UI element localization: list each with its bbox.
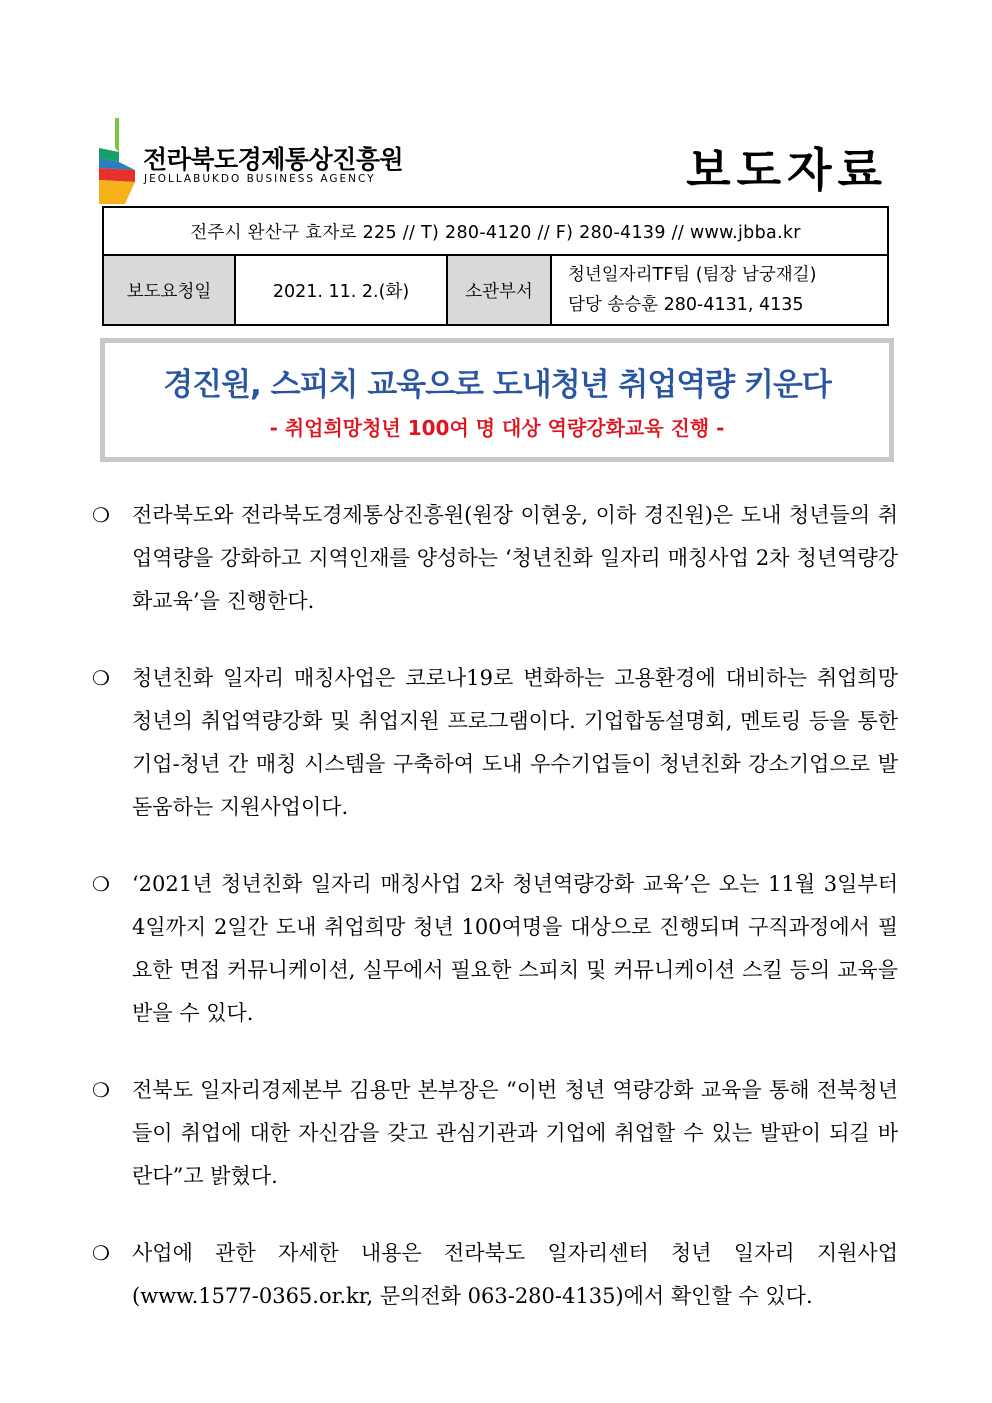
paragraph-text: 청년친화 일자리 매칭사업은 코로나19로 변화하는 고용환경에 대비하는 취업희망 청년의 취업역량강화 및 취업지원 프로그램이다. 기업합동설명회, 멘토링 등을 통한 기업-청년 간 매칭 시스템을 구축하여 도내 우수기업들이 청년친화 강소기업으로 발돋움하는 지원사업이다. [132, 666, 898, 819]
doc-type-title: 보도자료 [686, 143, 888, 197]
address-cell: 전주시 완산구 효자로 225 // T) 280-4120 // F) 280-4139 // www.jbba.kr [103, 207, 888, 255]
paragraph [92, 657, 898, 829]
dept-contact-cell [551, 255, 888, 325]
request-date-label: 보도요청일 [103, 255, 235, 325]
bullet-icon: ❍ [92, 1241, 110, 1265]
dept-value: 청년일자리TF팀 (팀장 남궁재길) [568, 265, 817, 285]
bullet-icon: ❍ [92, 1078, 110, 1102]
org-logo-mark-icon [95, 118, 139, 204]
headline-title: 경진원, 스피치 교육으로 도내청년 취업역량 키운다 [163, 367, 831, 403]
dept-label: 소관부서 [447, 255, 551, 325]
paragraph [92, 863, 898, 1035]
headline-box [100, 338, 894, 462]
paragraph-text: 사업에 관한 자세한 내용은 전라북도 일자리센터 청년 일자리 지원사업(www.1577-0365.or.kr, 문의전화 063-280-4135)에서 확인할 수 있다. [132, 1241, 898, 1308]
bullet-icon: ❍ [92, 503, 110, 527]
request-date-value: 2021. 11. 2.(화) [235, 255, 447, 325]
org-name: 전라북도경제통상진흥원 [143, 145, 404, 174]
headline-subtitle: - 취업희망청년 100여 명 대상 역량강화교육 진행 - [269, 416, 725, 440]
paragraph-text: 전북도 일자리경제본부 김용만 본부장은 “이번 청년 역량강화 교육을 통해 전북청년들이 취업에 대한 자신감을 갖고 관심기관과 기업에 취업할 수 있는 발판이 되길 바란다”고 밝혔다. [132, 1078, 898, 1188]
bullet-icon: ❍ [92, 666, 110, 690]
article-body [92, 494, 898, 1352]
paragraph [92, 1069, 898, 1198]
contact-value: 담당 송승훈 280-4131, 4135 [568, 295, 804, 315]
paragraph [92, 494, 898, 623]
paragraph [92, 1232, 898, 1318]
info-table [102, 206, 889, 326]
bullet-icon: ❍ [92, 872, 110, 896]
paragraph-text: ‘2021년 청년친화 일자리 매칭사업 2차 청년역량강화 교육’은 오는 11월 3일부터 4일까지 2일간 도내 취업희망 청년 100여명을 대상으로 진행되며 구직과정에서 필요한 면접 커뮤니케이션, 실무에서 필요한 스피치 및 커뮤니케이션 스킬 등의 교육을 받을 수 있다. [132, 872, 898, 1025]
org-name-en: JEOLLABUKDO BUSINESS AGENCY [144, 173, 376, 185]
paragraph-text: 전라북도와 전라북도경제통상진흥원(원장 이현웅, 이하 경진원)은 도내 청년들의 취업역량을 강화하고 지역인재를 양성하는 ‘청년친화 일자리 매칭사업 2차 청년역량강화교육’을 진행한다. [132, 503, 898, 613]
org-logo [95, 118, 404, 208]
